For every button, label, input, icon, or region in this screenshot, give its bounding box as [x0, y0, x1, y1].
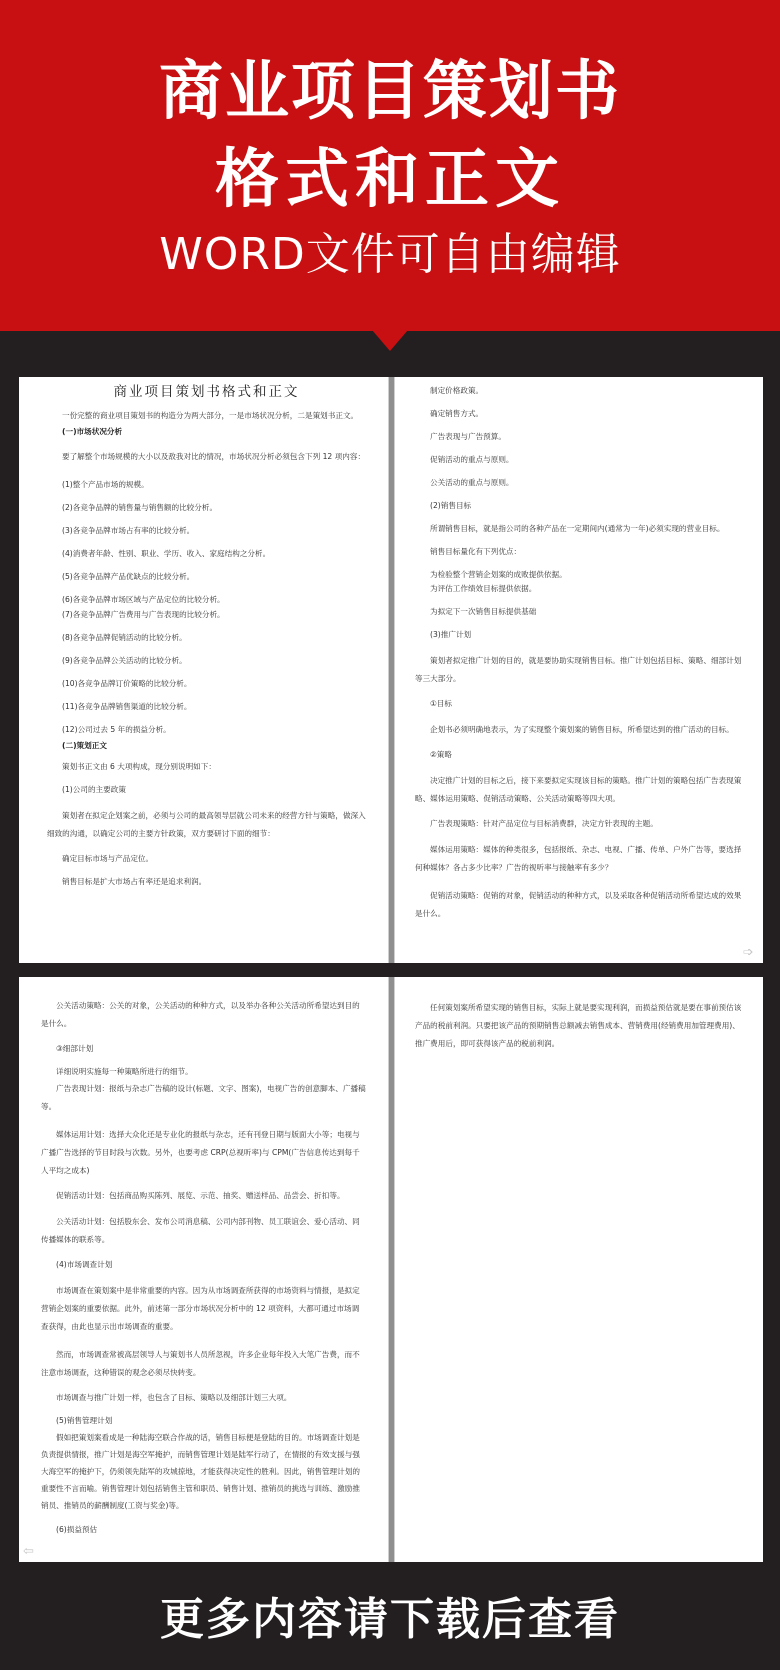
sub2-body: 所谓销售目标，就是指公司的各种产品在一定期间内(通常为一年)必须实现的营业目标。 — [430, 524, 725, 533]
banner-title-line2: 格式和正文 — [215, 143, 565, 217]
list-item: (5)各竞争品牌产品优缺点的比较分析。 — [62, 572, 195, 581]
sub5-heading: (5)销售管理计划 — [56, 1416, 113, 1425]
policy-line: 确定销售方式。 — [430, 409, 484, 418]
goal-body: 企划书必须明确地表示，为了实现整个策划案的销售目标，所希望达到的推广活动的目标。 — [430, 725, 734, 734]
prev-page-arrow-icon[interactable]: ⇦ — [23, 1544, 34, 1559]
list-item: (7)各竞争品牌广告费用与广告表现的比较分析。 — [62, 610, 225, 619]
list-item: (10)各竞争品牌订价策略的比较分析。 — [62, 679, 192, 688]
list-item: (1)整个产品市场的规模。 — [62, 480, 149, 489]
media-strategy: 媒体运用策略：媒体的种类很多，包括报纸、杂志、电视、广播、传单、户外广告等，要选择何种媒体？各占多少比率？广告的视听率与接触率有多少？ — [415, 845, 742, 872]
policy-line: 公关活动的重点与原则。 — [430, 478, 514, 487]
strategy-heading: ②策略 — [430, 750, 452, 759]
intro-paragraph: 一份完整的商业项目策划书的构造分为两大部分，一是市场状况分析，二是策划书正文。 — [62, 411, 359, 420]
document-spread-top — [19, 377, 763, 963]
list-item: (12)公司过去 5 年的损益分析。 — [62, 725, 171, 734]
document-page-3 — [19, 977, 388, 1562]
list-item: (4)消费者年龄、性别、职业、学历、收入、家庭结构之分析。 — [62, 549, 271, 558]
sub3-heading: (3)推广计划 — [430, 630, 472, 639]
document-spread-bottom — [19, 977, 763, 1562]
promo-plan: 促销活动计划：包括商品购买陈列、展览、示范、抽奖、赠送样品、品尝会、折扣等。 — [56, 1191, 345, 1200]
policy-line: 广告表现与广告预算。 — [430, 432, 506, 441]
sub1-body: 策划者在拟定企划案之前，必须与公司的最高领导层就公司未来的经营方针与策略，做深入细致的沟通，以确定公司的主要方针政策，双方要研讨下面的细节： — [47, 811, 366, 838]
sub4-body1: 市场调查在策划案中是非常重要的内容。因为从市场调查所获得的市场资料与情报，是拟定营销企划案的重要依据。此外，前述第一部分市场状况分析中的 12 项资料，大都可通过市场调查获得，由此也显示出市场调查的重要。 — [41, 1286, 360, 1331]
pr-plan: 公关活动计划：包括股东会、发布公司消息稿、公司内部刊物、员工联谊会、爱心活动、同传播媒体的联系等。 — [41, 1217, 360, 1244]
advantage-item: 为评估工作绩效目标提供依据。 — [430, 584, 537, 593]
list-item: (6)各竞争品牌市场区域与产品定位的比较分析。 — [62, 595, 225, 604]
detail-heading: ③细部计划 — [56, 1044, 94, 1053]
document-page-1 — [19, 377, 388, 963]
sub2-quant: 销售目标量化有下列优点： — [430, 547, 522, 556]
header-banner — [0, 0, 780, 331]
strategy-body: 决定推广计划的目标之后，接下来要拟定实现该目标的策略。推广计划的策略包括广告表现策略、媒体运用策略、促销活动策略、公关活动策略等四大项。 — [415, 776, 742, 803]
next-page-arrow-icon[interactable]: ➩ — [743, 945, 754, 960]
section1-intro: 要了解整个市场规模的大小以及敌我对比的情况，市场状况分析必须包含下列 12 项内容： — [62, 452, 366, 461]
advantage-item: 为拟定下一次销售目标提供基础 — [430, 607, 537, 616]
banner-title-line1: 商业项目策划书 — [159, 55, 621, 129]
list-item: (11)各竞争品牌销售渠道的比较分析。 — [62, 702, 192, 711]
sub3-body: 策划者拟定推广计划的目的，就是要协助实现销售目标。推广计划包括目标、策略、细部计划等三大部分。 — [415, 656, 742, 683]
footer-download-notice: 更多内容请下载后查看 — [160, 1594, 620, 1645]
section2-heading: (二)策划正文 — [62, 741, 107, 750]
media-plan: 媒体运用计划：选择大众化还是专业化的报纸与杂志，还有刊登日期与版面大小等；电视与广播广告选择的节目时段与次数。另外，也要考虑 CRP(总视听率)与 CPM(广告信息传达到每千人平均之成本) — [41, 1130, 360, 1175]
section1-heading: (一)市场状况分析 — [62, 427, 123, 436]
sub1-heading: (1)公司的主要政策 — [62, 785, 126, 794]
list-item: (3)各竞争品牌市场占有率的比较分析。 — [62, 526, 195, 535]
sub4-body3: 市场调查与推广计划一样，也包含了目标、策略以及细部计划三大项。 — [56, 1393, 292, 1402]
sub2-heading: (2)销售目标 — [430, 501, 472, 510]
sub6-heading: (6)损益预估 — [56, 1525, 98, 1534]
policy-line: 制定价格政策。 — [430, 386, 484, 395]
policy-line: 确定目标市场与产品定位。 — [62, 854, 154, 863]
advantage-item: 为检验整个营销企划案的成败提供依据。 — [430, 570, 567, 579]
document-page-2 — [395, 377, 763, 963]
sub4-heading: (4)市场调查计划 — [56, 1260, 113, 1269]
ad-strategy: 广告表现策略：针对产品定位与目标消费群，决定方针表现的主题。 — [430, 819, 658, 828]
list-item: (9)各竞争品牌公关活动的比较分析。 — [62, 656, 187, 665]
policy-line: 销售目标是扩大市场占有率还是追求利润。 — [62, 877, 207, 886]
sub4-body2: 然而，市场调查常被高层领导人与策划书人员所忽视，许多企业每年投入大笔广告费，而不注意市场调查，这种错误的观念必须尽快转变。 — [41, 1350, 360, 1377]
banner-pointer-triangle — [372, 330, 408, 351]
detail-body: 详细说明实施每一种策略所进行的细节。 — [56, 1067, 193, 1076]
section2-intro: 策划书正文由 6 大项构成，现分别说明如下： — [62, 762, 216, 771]
goal-heading: ①目标 — [430, 699, 452, 708]
document-page-4 — [395, 977, 763, 1562]
banner-subtitle: WORD文件可自由编辑 — [159, 229, 621, 280]
list-item: (8)各竞争品牌促销活动的比较分析。 — [62, 633, 187, 642]
profit-estimate-body: 任何策划案所希望实现的销售目标，实际上就是要实现利润，而损益预估就是要在事前预估该产品的税前利润。只要把该产品的预期销售总额减去销售成本、营销费用(经销费用加管理费用)、推广费用后，即可获得该产品的税前利润。 — [415, 1003, 742, 1048]
policy-line: 促销活动的重点与原则。 — [430, 455, 514, 464]
pr-strategy: 公关活动策略：公关的对象，公关活动的种种方式，以及举办各种公关活动所希望达到目的是什么。 — [41, 1001, 360, 1028]
promo-strategy: 促销活动策略：促销的对象，促销活动的种种方式，以及采取各种促销活动所希望达成的效果是什么。 — [415, 891, 742, 918]
page-gutter — [388, 977, 395, 1562]
list-item: (2)各竞争品牌的销售量与销售额的比较分析。 — [62, 503, 218, 512]
page-gutter — [388, 377, 395, 963]
sub5-body: 假如把策划案看成是一种陆海空联合作战的话，销售目标便是登陆的目的。市场调查计划是负责提供情报，推广计划是海空军掩护，而销售管理计划是陆军行动了，在情报的有效支援与强大海空军的掩护下，仍须领先陆军的攻城掠地，才能获得决定性的胜利。因此，销售管理计划的重要性不言而喻。销售管理计划包括销售主管和职员、销售计划、推销员的挑选与训练、激励推销员、推销员的薪酬制度(工资与奖金)等。 — [41, 1433, 360, 1510]
ad-plan: 广告表现计划：报纸与杂志广告稿的设计(标题、文字、图案)，电视广告的创意脚本、广播稿等。 — [41, 1084, 366, 1111]
document-title: 商业项目策划书格式和正文 — [113, 384, 300, 400]
